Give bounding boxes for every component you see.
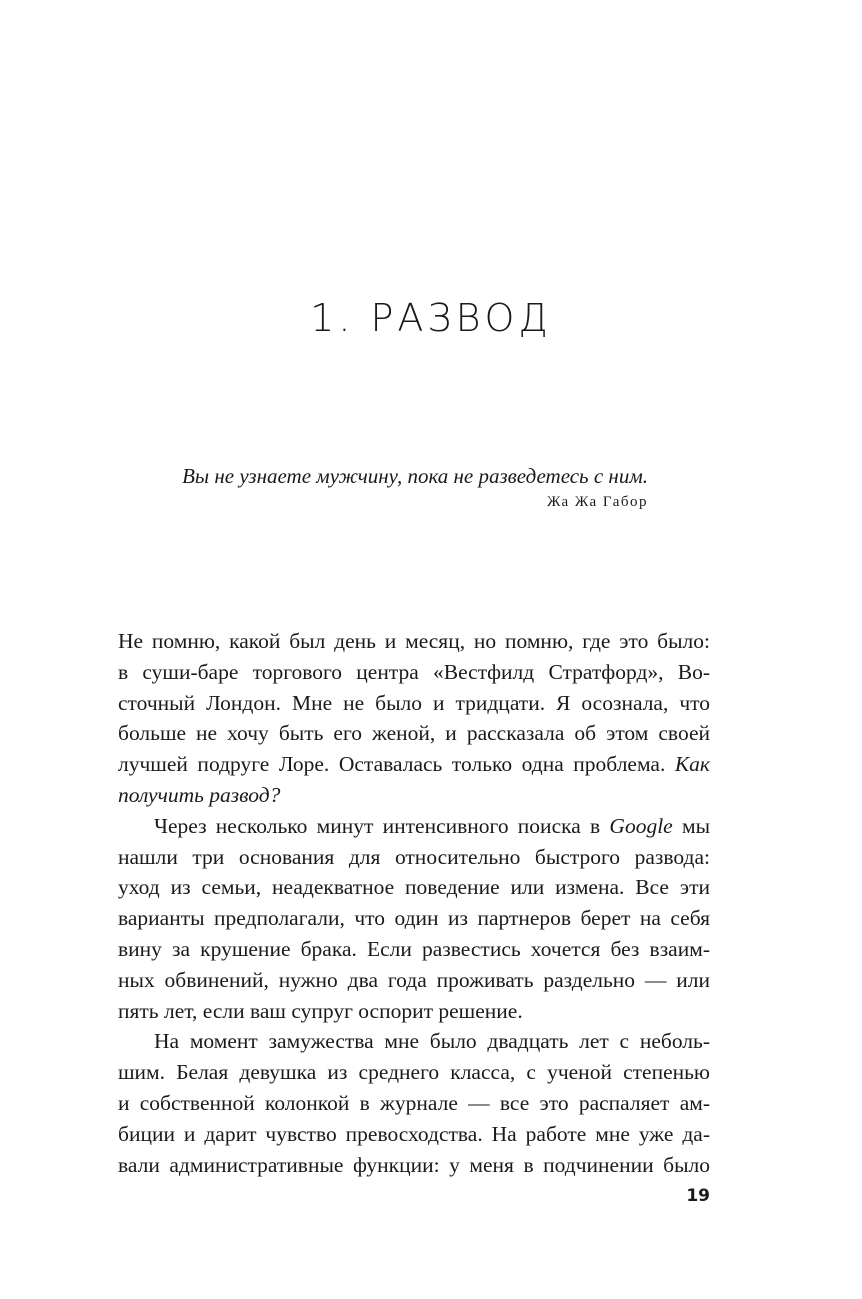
text-line: сточный Лондон. Мне не было и тридцати. Я осознала, что bbox=[118, 690, 710, 715]
italic-segment: Google bbox=[609, 813, 673, 838]
text-line: вину за крушение брака. Если развестись хочется без взаим- bbox=[118, 936, 710, 961]
paragraph bbox=[118, 1026, 710, 1180]
epigraph-author: Жа Жа Габор bbox=[546, 494, 648, 510]
text-segment: мы bbox=[681, 813, 711, 838]
text-line: шим. Белая девушка из среднего класса, с ученой степенью bbox=[118, 1060, 710, 1085]
page-number: 19 bbox=[686, 1186, 710, 1206]
text-line: варианты предполагали, что один из партнеров берет на себя bbox=[118, 906, 710, 931]
text-line: уход из семьи, неадекватное поведение или измена. Все эти bbox=[118, 875, 710, 900]
text-line: вали административные функции: у меня в подчинении было bbox=[118, 1152, 710, 1177]
text-line: нашли три основания для относительно быстрого развода: bbox=[118, 844, 710, 869]
text-line: На момент замужества мне было двадцать лет с неболь- bbox=[154, 1029, 710, 1054]
epigraph bbox=[150, 462, 648, 514]
text-line: Не помню, какой был день и месяц, но помню, где это было: bbox=[118, 629, 710, 653]
text-line: ных обвинений, нужно два года проживать раздельно — или bbox=[118, 967, 710, 992]
text-line: пять лет, если ваш супруг оспорит решение. bbox=[118, 998, 523, 1023]
italic-segment: получить развод? bbox=[118, 782, 281, 807]
paragraph bbox=[118, 811, 710, 1027]
text-segment: Через несколько минут интенсивного поиска в bbox=[154, 813, 601, 838]
text-line bbox=[118, 780, 710, 811]
text-line: и собственной колонкой в журнале — все это распаляет ам- bbox=[118, 1090, 710, 1115]
italic-segment: Как bbox=[674, 752, 710, 777]
body-text bbox=[118, 626, 710, 1180]
text-segment: лучшей подруге Лоре. Оставалась только одна проблема. bbox=[118, 752, 666, 777]
text-line: в суши-баре торгового центра «Вестфилд Стратфорд», Во- bbox=[118, 659, 710, 684]
text-line: больше не хочу быть его женой, и рассказала об этом своей bbox=[118, 721, 710, 746]
chapter-title: 1. РАЗВОД bbox=[310, 296, 552, 340]
paragraph bbox=[118, 626, 710, 811]
text-line bbox=[118, 749, 710, 780]
epigraph-quote: Вы не узнаете мужчину, пока не разведетесь с ним. bbox=[182, 464, 648, 488]
text-line bbox=[118, 811, 710, 842]
text-line: биции и дарит чувство превосходства. На работе мне уже да- bbox=[118, 1121, 710, 1146]
